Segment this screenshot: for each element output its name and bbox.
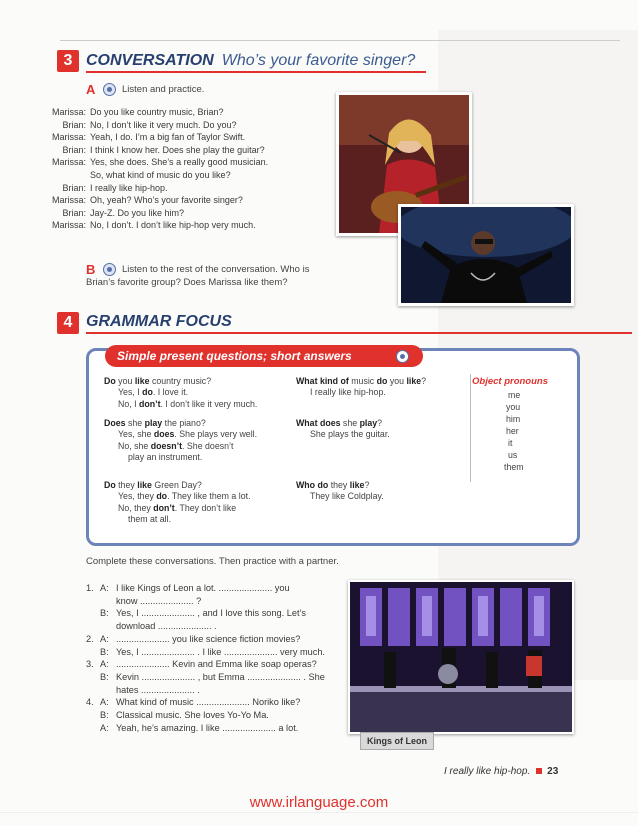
dialogue-text: I think I know her. Does she play the guitar? [90,144,265,155]
dialogue-text: So, what kind of music do you like? [90,170,231,180]
dialogue-text: Oh, yeah? Who’s your favorite singer? [90,195,243,206]
exercise-text: ..................... Kevin and Emma like soap operas? [116,659,317,670]
part-a-instruction: Listen and practice. [122,84,205,95]
object-pronoun: me [508,390,521,400]
text-part: ? [377,418,383,428]
object-pronoun: him [506,414,521,424]
bottom-divider [0,812,638,813]
keyword: do [376,376,388,386]
dialogue-line [34,182,168,194]
audio-cd-icon[interactable] [103,263,116,276]
text-part: . They like them a lot. [167,491,251,502]
exercise-line [86,595,201,607]
page-footer [444,766,558,777]
exercise-line [86,658,317,670]
section-3-heading: CONVERSATION [86,52,214,69]
keyword: don’t [153,502,175,513]
part-b-letter: B [86,262,96,277]
text-part: they [115,480,138,490]
text-part: . I love it. [152,387,189,398]
text-part: . They don’t like [174,502,237,513]
speaker-label: B: [100,710,109,720]
grammar-heading [105,345,423,367]
exercise-text: ..................... you like science fiction movies? [116,633,301,644]
photo-caption: Kings of Leon [360,732,434,750]
speaker-label: A: [100,583,109,593]
top-divider [60,40,620,41]
speaker-name: Brian: [62,144,86,155]
dialogue-line [34,119,237,131]
object-pronoun: them [504,462,524,472]
grammar-question [104,418,206,429]
keyword: like [349,480,365,490]
text-part: No, she [118,440,151,451]
keyword: like [406,376,422,386]
section-4-rule [86,332,632,334]
grammar-wh-answer: She plays the guitar. [310,429,390,440]
dialogue-line [34,156,268,168]
speaker-name: Brian: [62,182,86,193]
text-part: No, they [118,502,154,513]
item-number: 3. [86,659,94,670]
exercise-line [86,633,300,645]
speaker-label: A: [100,697,109,708]
grammar-answer-no [118,441,233,452]
keyword: Does [104,418,126,428]
text-part: . I don’t like it very much. [160,398,258,409]
part-b-instruction-line2: Brian’s favorite group? Does Marissa like them? [86,277,288,288]
keyword: like [137,480,152,490]
text-part: Yes, she [118,429,154,440]
kings-of-leon-image [350,582,572,732]
speaker-name: Marissa: [51,195,86,206]
text-part: No, I [118,398,140,409]
exercise-line [86,607,306,619]
exercise-text: Yeah, he’s amazing. I like ..................... a lot. [116,722,299,733]
text-part: the piano? [162,418,206,428]
grammar-answer-continued: play an instrument. [128,452,203,463]
speaker-label: B: [100,671,109,682]
exercise-text: know ..................... ? [116,595,202,606]
jay-z-photo [398,204,574,306]
watermark: www.irlanguage.com [249,794,389,811]
grammar-heading-text: Simple present questions; short answers [117,349,352,363]
keyword: doesn’t [150,440,183,451]
keyword: What does [296,418,341,428]
exercise-line [86,671,325,683]
dialogue-text: Yeah, I do. I’m a big fan of Taylor Swift. [90,132,246,143]
speaker-name: Marissa: [51,157,86,168]
exercise-line [86,709,269,721]
dialogue-text: I really like hip-hop. [90,182,168,193]
text-part: country music? [149,376,212,386]
audio-cd-icon[interactable] [103,83,116,96]
section-3-rule [86,71,426,73]
exercise-instruction: Complete these conversations. Then practice with a partner. [86,556,339,567]
grammar-wh-answer: They like Coldplay. [310,491,384,502]
footer-text: I really like hip-hop. [444,766,531,777]
exercise-text: Yes, I ..................... , and I love this song. Let’s [116,608,306,619]
part-b-instruction-line1: Listen to the rest of the conversation. Who is [122,264,310,275]
object-pronoun: us [508,450,518,460]
keyword: play [144,418,163,428]
speaker-name: Marissa: [51,132,86,143]
exercise-line [86,646,325,658]
dialogue-text: Do you like country music, Brian? [90,107,224,117]
exercise-text: What kind of music ..................... Noriko like? [116,697,301,708]
object-pronoun: you [506,402,521,412]
grammar-answer-no [118,503,236,514]
dialogue-line [34,144,265,156]
keyword: What kind of [296,376,349,386]
speaker-label: A: [100,633,109,644]
keyword: Do [104,376,116,386]
exercise-line [86,696,300,708]
grammar-question [104,480,202,491]
section-3-title [86,52,415,70]
grammar-answer-no [118,399,257,410]
section-3-subtitle: Who’s your favorite singer? [221,52,416,69]
section-4-title: GRAMMAR FOCUS [86,313,232,330]
footer-square-icon [536,768,542,774]
text-part: ? [364,480,370,490]
keyword: do [156,491,168,502]
speaker-label: A: [100,722,109,733]
section-3-number: 3 [57,50,79,72]
text-part: you [387,376,407,386]
exercise-text: Kevin ..................... , but Emma ..................... . She [116,671,325,682]
dialogue-text: Yes, she does. She’s a really good musician. [90,157,269,168]
keyword: Who do [296,480,329,490]
dialogue-line [34,219,256,231]
dialogue-text: No, I don’t like it very much. Do you? [90,119,237,130]
jay-z-image [401,207,571,303]
speaker-name: Marissa: [51,220,86,231]
text-part: ? [421,376,427,386]
keyword: do [142,387,153,398]
kings-of-leon-photo [348,580,574,734]
text-part: Yes, they [118,491,157,502]
dialogue-line [34,131,245,143]
dialogue-line [34,194,243,206]
exercise-text: hates ..................... . [116,684,200,695]
keyword: like [134,376,150,386]
speaker-name: Brian: [62,119,86,130]
exercise-line [86,684,200,696]
text-part: music [348,376,377,386]
dialogue-line [34,106,224,118]
exercise-text: download ..................... . [116,621,217,632]
keyword: don’t [139,398,161,409]
text-part: Green Day? [151,480,202,490]
dialogue-text: No, I don’t. I don’t like hip-hop very much. [90,220,256,231]
exercise-line [86,582,290,594]
grammar-answer-yes [118,491,251,502]
audio-cd-icon[interactable] [396,350,409,363]
text-part: they [328,480,350,490]
dialogue-text: Jay-Z. Do you like him? [90,207,185,218]
object-pronouns-title: Object pronouns [472,376,548,387]
text-part: she [125,418,145,428]
exercise-text: I like Kings of Leon a lot. ..................... you [116,583,290,593]
dialogue-line [34,207,184,219]
exercise-text: Yes, I ..................... . I like ..................... very much. [116,646,325,657]
speaker-name: Marissa: [51,107,86,117]
item-number: 1. [86,583,94,593]
text-part: Yes, I [118,387,143,398]
item-number: 4. [86,697,94,708]
object-pronoun: it [508,438,513,448]
speaker-label: B: [100,646,109,657]
keyword: does [153,429,175,440]
text-part: . She plays very well. [174,429,258,440]
grammar-wh-question [296,480,369,491]
text-part: she [340,418,360,428]
page-number: 23 [547,766,559,777]
part-a-letter: A [86,82,96,97]
section-4-number: 4 [57,312,79,334]
grammar-answer-yes [118,387,188,398]
grammar-wh-question [296,418,382,429]
keyword: Do [104,480,116,490]
grammar-answer-yes [118,429,257,440]
text-part: you [115,376,135,386]
item-number: 2. [86,633,94,644]
speaker-label: A: [100,659,109,670]
exercise-text: Classical music. She loves Yo-Yo Ma. [116,710,269,720]
object-pronoun: her [506,426,519,436]
speaker-name: Brian: [62,207,86,218]
keyword: play [359,418,378,428]
grammar-answer-continued: them at all. [128,514,172,525]
exercise-line [86,620,217,632]
exercise-line [86,722,298,734]
dialogue-line [34,169,231,181]
speaker-label: B: [100,608,109,619]
grammar-wh-question [296,376,426,387]
grammar-question [104,376,211,387]
text-part: . She doesn’t [182,440,234,451]
grammar-wh-answer: I really like hip-hop. [310,387,386,398]
